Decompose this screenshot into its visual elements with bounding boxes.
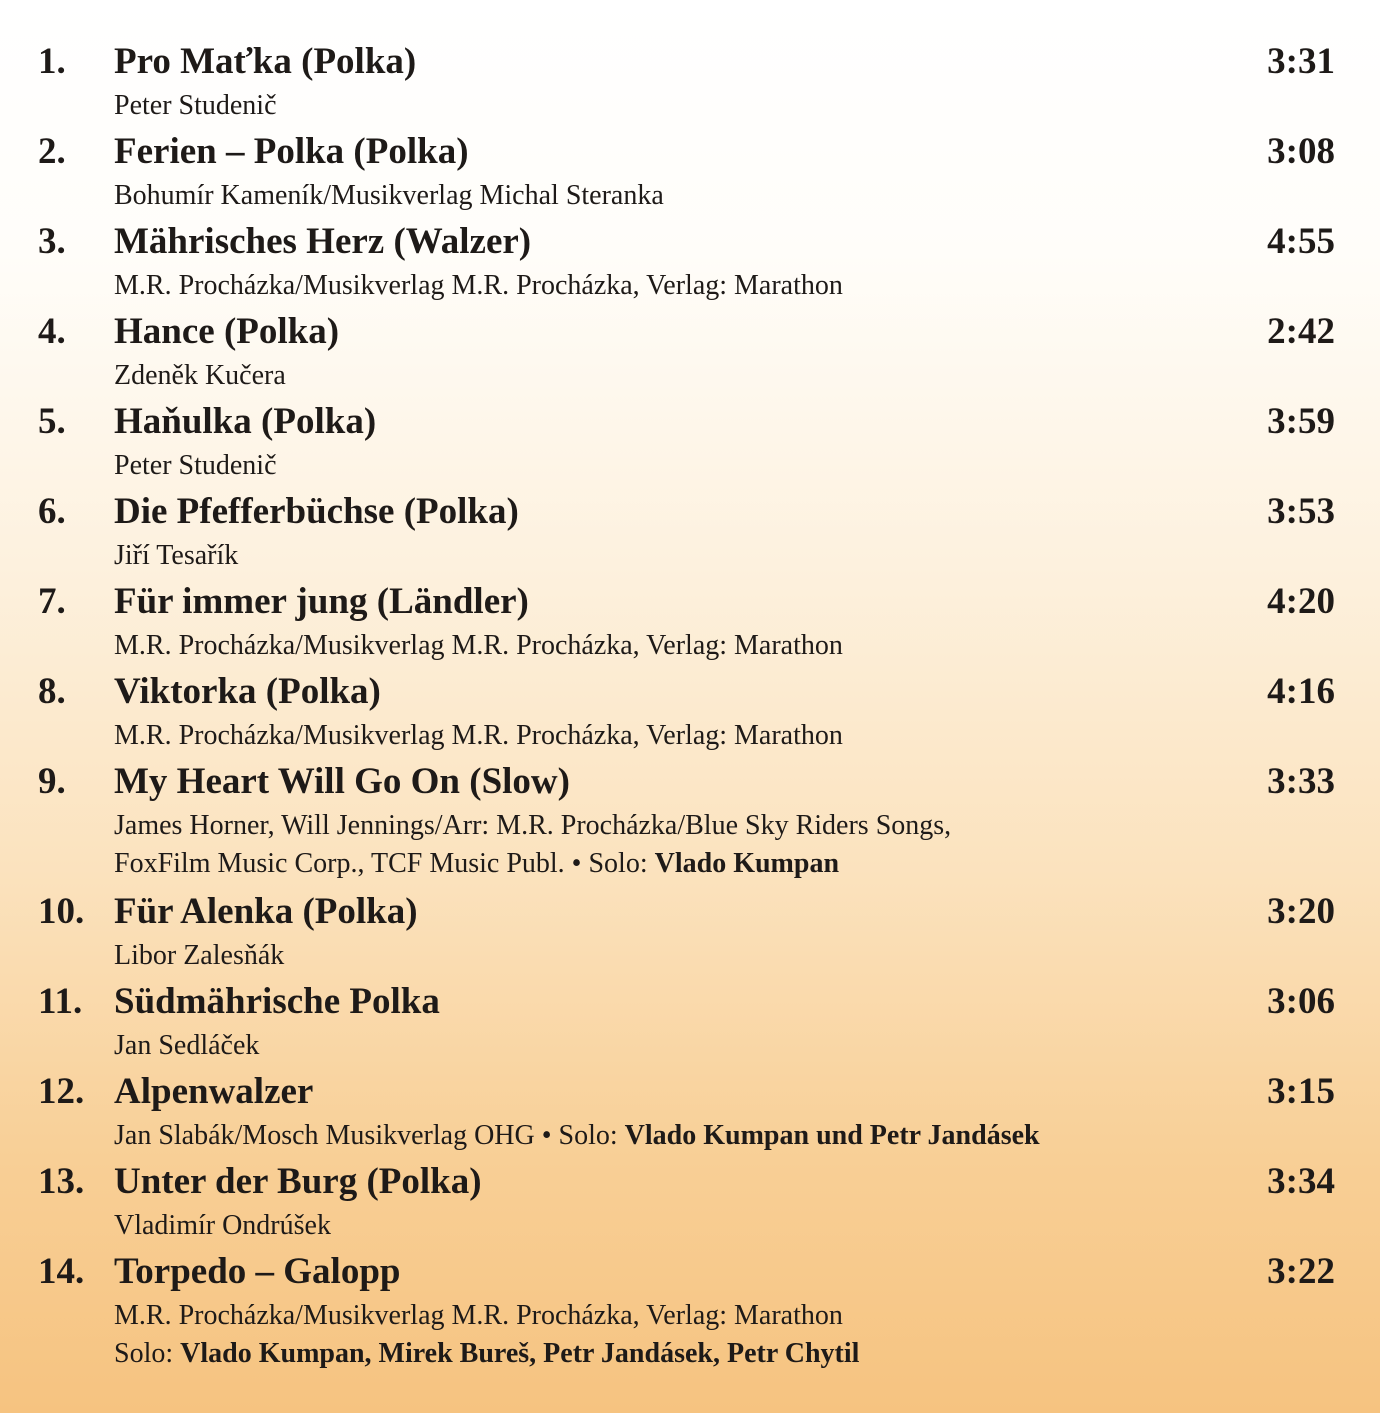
track-credit: Peter Studenič [114,450,277,481]
track-duration: 4:55 [1267,221,1335,262]
track-credit-line2 [114,1334,859,1374]
track-row [0,1248,1380,1378]
track-credit: M.R. Procházka/Musikverlag M.R. Procházka, Verlag: Marathon [114,1300,843,1331]
track-duration: 3:22 [1267,1251,1335,1292]
track-row [0,758,1380,888]
track-duration: 3:33 [1267,761,1335,802]
track-title: Pro Maťka (Polka) [114,41,417,82]
tracklist [0,38,1380,1378]
track-title: My Heart Will Go On (Slow) [114,761,570,802]
track-row [0,668,1380,758]
track-number: 13. [38,1161,85,1202]
track-row [0,1158,1380,1248]
track-number: 14. [38,1251,85,1292]
track-number: 4. [38,311,66,352]
track-credit: Jan Sedláček [114,1030,260,1061]
credit-text: Jan Slabák/Mosch Musikverlag OHG • Solo: [114,1120,625,1151]
track-title: Ferien – Polka (Polka) [114,131,469,172]
track-row [0,888,1380,978]
track-number: 6. [38,491,66,532]
track-row [0,308,1380,398]
credit-text: FoxFilm Music Corp., TCF Music Publ. • Solo: [114,848,655,879]
track-title: Haňulka (Polka) [114,401,377,442]
track-credit: Jiří Tesařík [114,540,239,571]
track-duration: 2:42 [1267,311,1335,352]
track-number: 7. [38,581,66,622]
track-credit: Libor Zalesňák [114,940,285,971]
track-number: 8. [38,671,66,712]
track-number: 2. [38,131,66,172]
track-title: Alpenwalzer [114,1071,314,1112]
track-credit: M.R. Procházka/Musikverlag M.R. Procházka, Verlag: Marathon [114,630,843,661]
track-title: Die Pfefferbüchse (Polka) [114,491,519,532]
track-number: 10. [38,891,85,932]
track-duration: 3:15 [1267,1071,1335,1112]
track-title: Für Alenka (Polka) [114,891,418,932]
track-number: 9. [38,761,66,802]
track-row [0,398,1380,488]
track-row [0,218,1380,308]
track-duration: 3:53 [1267,491,1335,532]
track-duration: 3:59 [1267,401,1335,442]
track-row [0,978,1380,1068]
soloist-names: Vlado Kumpan und Petr Jandásek [624,1120,1040,1151]
track-title: Viktorka (Polka) [114,671,381,712]
track-credit: Vladimír Ondrúšek [114,1210,331,1241]
track-duration: 4:20 [1267,581,1335,622]
track-title: Für immer jung (Ländler) [114,581,529,622]
track-number: 5. [38,401,66,442]
track-duration: 3:06 [1267,981,1335,1022]
track-credit: James Horner, Will Jennings/Arr: M.R. Procházka/Blue Sky Riders Songs, [114,810,952,841]
track-title: Unter der Burg (Polka) [114,1161,482,1202]
track-credit [114,1116,1040,1156]
soloist-names: Vlado Kumpan, Mirek Bureš, Petr Jandásek, Petr Chytil [180,1338,860,1369]
track-credit: Zdeněk Kučera [114,360,286,391]
track-row [0,38,1380,128]
track-duration: 4:16 [1267,671,1335,712]
track-credit: M.R. Procházka/Musikverlag M.R. Procházka, Verlag: Marathon [114,270,843,301]
track-title: Hance (Polka) [114,311,340,352]
track-row [0,578,1380,668]
track-title: Mährisches Herz (Walzer) [114,221,532,262]
track-credit: Peter Studenič [114,90,277,121]
track-row [0,1068,1380,1158]
track-title: Südmährische Polka [114,981,440,1022]
track-number: 12. [38,1071,85,1112]
soloist-names: Vlado Kumpan [654,848,840,879]
track-row [0,128,1380,218]
track-title: Torpedo – Galopp [114,1251,401,1292]
track-duration: 3:31 [1267,41,1335,82]
track-number: 1. [38,41,66,82]
track-number: 3. [38,221,66,262]
track-duration: 3:08 [1267,131,1335,172]
track-number: 11. [38,981,83,1022]
credit-text: Solo: [114,1338,181,1369]
track-credit: M.R. Procházka/Musikverlag M.R. Procházka, Verlag: Marathon [114,720,843,751]
track-row [0,488,1380,578]
track-duration: 3:20 [1267,891,1335,932]
track-duration: 3:34 [1267,1161,1335,1202]
track-credit-line2 [114,844,839,884]
track-credit: Bohumír Kameník/Musikverlag Michal Steranka [114,180,664,211]
